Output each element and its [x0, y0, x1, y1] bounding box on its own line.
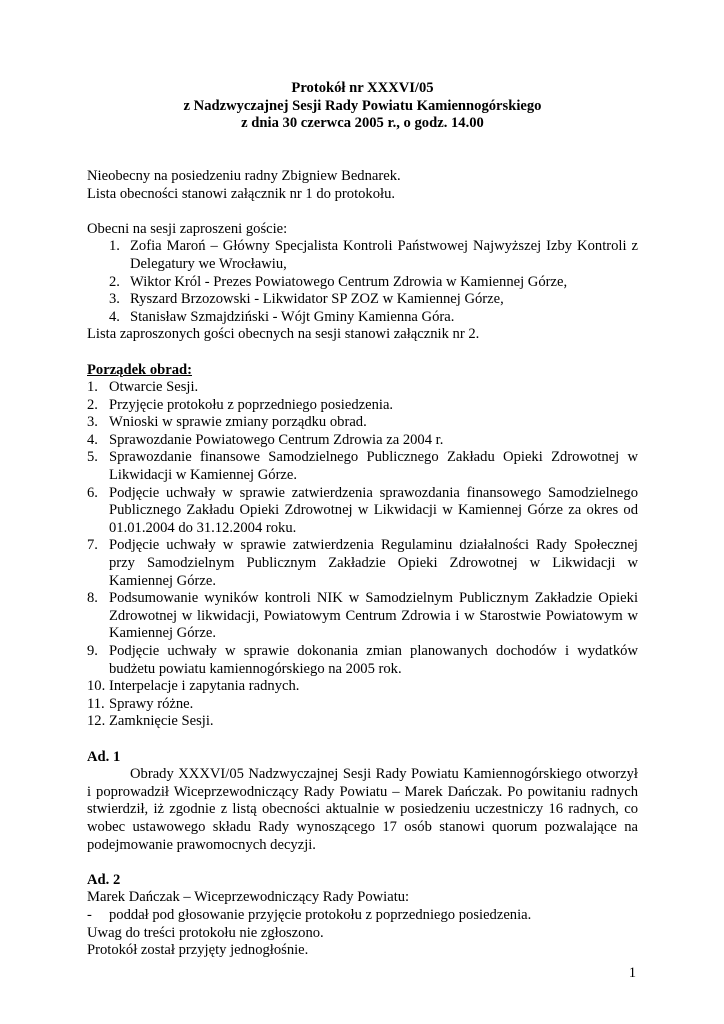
agenda-item-text: Interpelacje i zapytania radnych. — [109, 678, 300, 695]
guest-item — [87, 238, 638, 273]
guest-item-text: Wiktor Król - Prezes Powiatowego Centrum Zdrowia w Kamiennej Górze, — [130, 273, 568, 290]
agenda-list — [87, 379, 638, 731]
agenda-item-number: 5. — [87, 449, 98, 466]
agenda-item-text: Otwarcie Sesji. — [109, 379, 199, 396]
agenda-item-text: Sprawozdanie Powiatowego Centrum Zdrowia za 2004 r. — [109, 431, 444, 448]
guest-item-number: 2. — [109, 273, 120, 290]
guest-item — [87, 291, 638, 309]
agenda-item-number: 4. — [87, 431, 98, 448]
agenda-item — [87, 414, 638, 432]
guest-item-text: Ryszard Brzozowski - Likwidator SP ZOZ w Kamiennej Górze, — [130, 291, 504, 308]
dash-bullet: - — [87, 906, 92, 923]
agenda-item-text: Sprawozdanie finansowe Samodzielnego Publicznego Zakładu Opieki Zdrowotnej w Likwidacji w Kamiennej Górze. — [109, 449, 638, 484]
ad2-result: Protokół został przyjęty jednogłośnie. — [87, 942, 309, 959]
guest-item — [87, 274, 638, 292]
agenda-item — [87, 485, 638, 538]
agenda-item-number: 8. — [87, 590, 98, 607]
ad1-heading: Ad. 1 — [87, 748, 121, 765]
agenda-item-number: 12. — [87, 713, 106, 730]
ad2-heading: Ad. 2 — [87, 871, 121, 888]
attendance-list-note: Lista obecności stanowi załącznik nr 1 do protokołu. — [87, 185, 396, 202]
ad2-remarks: Uwag do treści protokołu nie zgłoszono. — [87, 924, 324, 941]
agenda-item-number: 9. — [87, 643, 98, 659]
ad2-action-item — [87, 907, 638, 925]
agenda-item — [87, 590, 638, 643]
guests-section — [87, 221, 638, 344]
agenda-item-text: Przyjęcie protokołu z poprzedniego posiedzenia. — [109, 396, 394, 413]
agenda-item — [87, 379, 638, 397]
guest-item-number: 4. — [109, 308, 120, 325]
absent-note: Nieobecny na posiedzeniu radny Zbigniew Bednarek. — [87, 167, 401, 184]
agenda-item — [87, 397, 638, 415]
agenda-item-text: Sprawy różne. — [109, 695, 194, 712]
agenda-item — [87, 678, 638, 696]
document-title — [87, 80, 638, 133]
ad2-action: poddał pod głosowanie przyjęcie protokołu z poprzedniego posiedzenia. — [109, 906, 532, 923]
agenda-item-text: Podjęcie uchwały w sprawie dokonania zmian planowanych dochodów i wydatków budżetu powiatu kamiennogórskiego na 2005 rok. — [109, 643, 638, 677]
ad2-section — [87, 872, 638, 960]
agenda-item — [87, 696, 638, 714]
agenda-item — [87, 713, 638, 731]
agenda-item-number: 7. — [87, 537, 98, 554]
guests-note: Lista zaproszonych gości obecnych na sesji stanowi załącznik nr 2. — [87, 326, 480, 343]
agenda-section — [87, 362, 638, 731]
agenda-item-number: 6. — [87, 484, 98, 501]
agenda-item — [87, 449, 638, 484]
title-line-1: Protokół nr XXXVI/05 — [291, 80, 434, 96]
agenda-item-number: 11. — [87, 695, 105, 712]
guest-item-number: 3. — [109, 291, 120, 308]
guests-list — [87, 238, 638, 326]
agenda-item-number: 2. — [87, 396, 98, 413]
title-line-3: z dnia 30 czerwca 2005 r., o godz. 14.00 — [241, 115, 484, 132]
guest-item-text: Zofia Maroń – Główny Specjalista Kontroli Państwowej Najwyższej Izby Kontroli z Delegatury we Wrocławiu, — [130, 238, 638, 272]
agenda-item-text: Zamknięcie Sesji. — [109, 713, 214, 730]
guest-item — [87, 309, 638, 327]
document-content — [87, 80, 638, 960]
ad1-text: Obrady XXXVI/05 Nadzwyczajnej Sesji Rady Powiatu Kamiennogórskiego otworzył i poprowadził Wiceprzewodniczący Rady Powiatu – Marek Dańczak. Po powitaniu radnych stwierdził, iż zgodnie z listą obecności aktualnie w posiedzeniu uczestniczy 16 radnych, co wobec ustawowego składu Rady wynoszącego 17 osób stanowi quorum pozwalające na podejmowanie prawomocnych decyzji. — [87, 766, 638, 853]
agenda-heading: Porządek obrad: — [87, 361, 192, 378]
agenda-item-number: 10. — [87, 678, 106, 695]
ad2-speaker: Marek Dańczak – Wiceprzewodniczący Rady Powiatu: — [87, 889, 410, 906]
ad1-section — [87, 749, 638, 855]
agenda-item — [87, 432, 638, 450]
guest-item-number: 1. — [109, 238, 120, 255]
agenda-item — [87, 643, 638, 678]
agenda-item-text: Wnioski w sprawie zmiany porządku obrad. — [109, 414, 367, 431]
agenda-item-text: Podsumowanie wyników kontroli NIK w Samodzielnym Publicznym Zakładzie Opieki Zdrowotnej w likwidacji, Powiatowym Centrum Zdrowia i w Starostwie Powiatowym w Kamiennej Górze. — [109, 590, 638, 642]
agenda-item-text: Podjęcie uchwały w sprawie zatwierdzenia sprawozdania finansowego Samodzielnego Publicznego Zakładu Opieki Zdrowotnej w Likwidacji w Kamiennej Górze za okres od 01.01.2004 do 31.12.2004 roku. — [109, 484, 638, 536]
agenda-item — [87, 537, 638, 590]
agenda-item-text: Podjęcie uchwały w sprawie zatwierdzenia Regulaminu działalności Rady Społecznej przy Samodzielnym Publicznym Zakładzie Opieki Zdrowotnej w Likwidacji w Kamiennej Górze. — [109, 537, 638, 589]
page-number: 1 — [628, 965, 636, 981]
title-line-2: z Nadzwyczajnej Sesji Rady Powiatu Kamiennogórskiego — [183, 97, 542, 114]
guest-item-text: Stanisław Szmajdziński - Wójt Gminy Kamienna Góra. — [130, 308, 455, 325]
guests-intro: Obecni na sesji zaproszeni goście: — [87, 220, 288, 237]
attendance-section — [87, 168, 638, 203]
agenda-item-number: 3. — [87, 414, 98, 431]
agenda-item-number: 1. — [87, 379, 98, 396]
